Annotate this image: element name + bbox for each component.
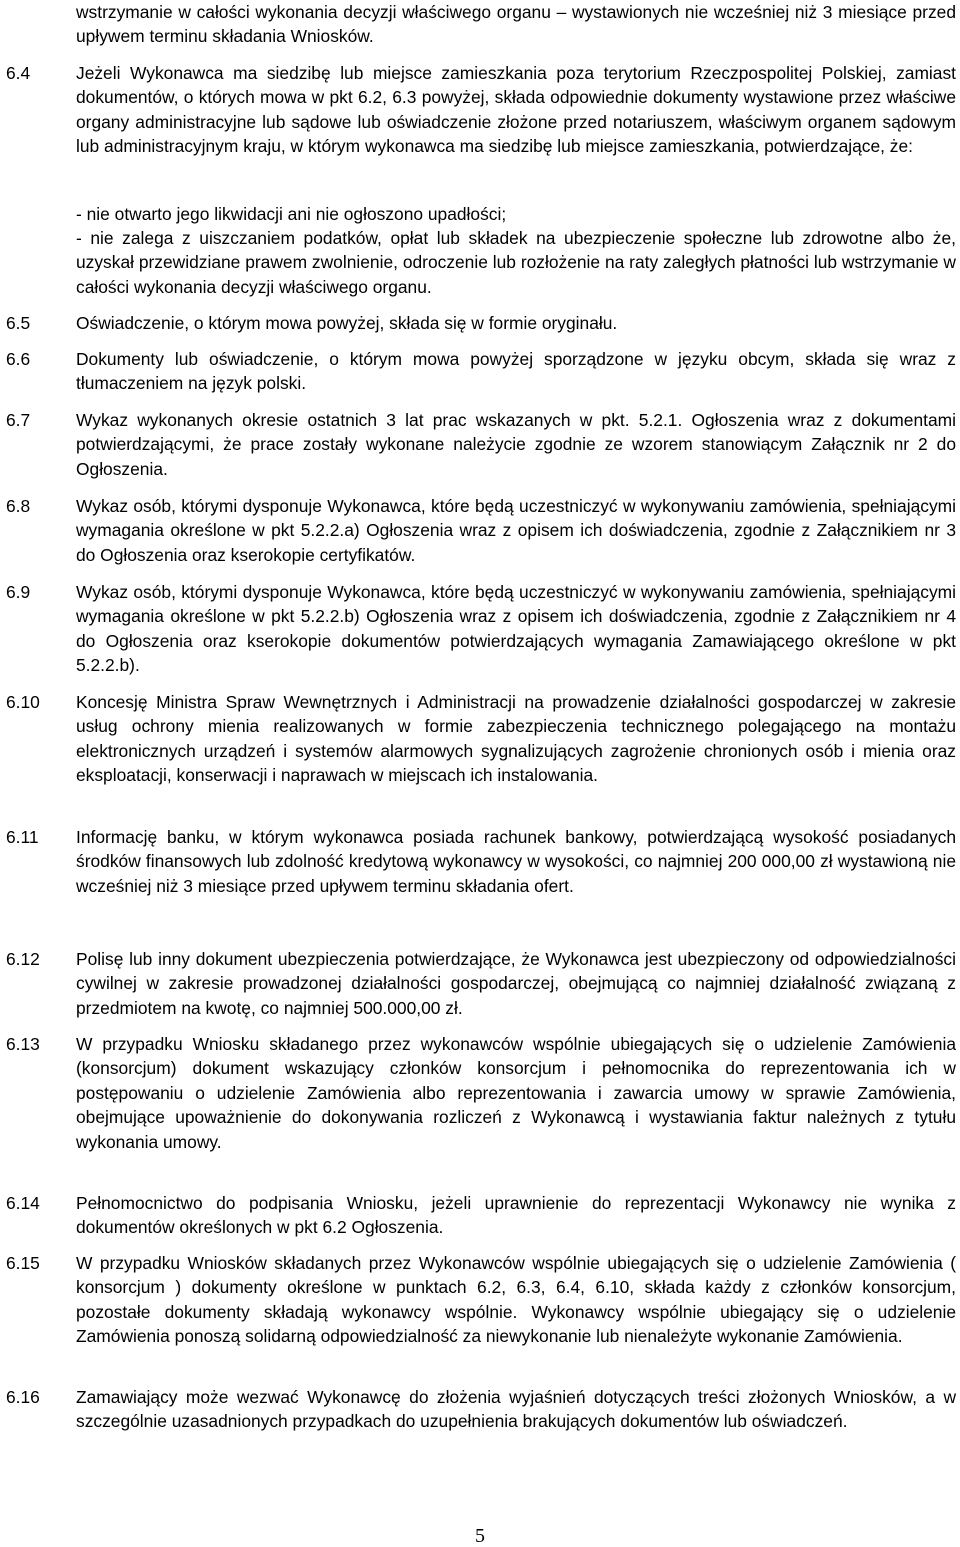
bullet-item: - nie zalega z uiszczaniem podatków, opłat lub składek na ubezpieczenie społeczne lub zdrowotne albo że, uzyskał przewidziane prawem zwolnienie, odroczenie lub rozłożenie na raty zaległych płatności lub wstrzymanie w całości wykonania decyzji właściwego organu.	[76, 228, 956, 297]
section-text: W przypadku Wniosku składanego przez wykonawców wspólnie ubiegających się o udzielenie Zamówienia (konsorcjum) dokument wskazujący członków konsorcjum i pełnomocnika do reprezentowania ich w postępowaniu o udzielenie Zamówienia albo reprezentowania i zawarcia umowy w sprawie Zamówienia, obejmujące upoważnienie do dokonywania rozliczeń z Wykonawcą i wystawiania faktur należnych z tytułu wykonania umowy.	[76, 1034, 956, 1152]
continuation-text: wstrzymanie w całości wykonania decyzji właściwego organu – wystawionych nie wcześniej niż 3 miesiące przed upływem terminu składania Wniosków.	[76, 2, 956, 47]
section-text: W przypadku Wniosków składanych przez Wykonawców wspólnie ubiegających się o udzielenie Zamówienia ( konsorcjum ) dokumenty określone w punktach 6.2, 6.3, 6.4, 6.10, składa każdy z członków konsorcjum, pozostałe dokumenty składają wykonawcy wspólnie. Wykonawcy wspólnie ubiegający się o udzielenie Zamówienia ponoszą solidarną odpowiedzialność za niewykonanie lub nienależyte wykonanie Zamówienia.	[76, 1253, 956, 1347]
section-text: Wykaz wykonanych okresie ostatnich 3 lat prac wskazanych w pkt. 5.2.1. Ogłoszenia wraz z dokumentami potwierdzającymi, że prace zostały wykonane należycie zgodnie ze wzorem stanowiącym Załącznik nr 2 do Ogłoszenia.	[76, 410, 956, 479]
section-text: Wykaz osób, którymi dysponuje Wykonawca, które będą uczestniczyć w wykonywaniu zamówienia, spełniającymi wymagania określone w pkt 5.2.2.a) Ogłoszenia wraz z opisem ich doświadczenia, zgodnie z Załącznikiem nr 3 do Ogłoszenia oraz kserokopie certyfikatów.	[76, 496, 956, 565]
section-number: 6.15	[6, 1253, 40, 1273]
section-text: Informację banku, w którym wykonawca posiada rachunek bankowy, potwierdzającą wysokość posiadanych środków finansowych lub zdolność kredytową wykonawcy w wysokości, co najmniej 200 000,00 zł wystawioną nie wcześniej niż 3 miesiące przed upływem terminu składania ofert.	[76, 827, 956, 896]
section-number: 6.16	[6, 1387, 40, 1407]
bullet-item: - nie otwarto jego likwidacji ani nie ogłoszono upadłości;	[76, 204, 507, 224]
section-number: 6.5	[6, 313, 31, 333]
section-number: 6.8	[6, 496, 31, 516]
section-number: 6.13	[6, 1034, 40, 1054]
section-text: Koncesję Ministra Spraw Wewnętrznych i Administracji na prowadzenie działalności gospodarczej w zakresie usług ochrony mienia realizowanych w formie zabezpieczenia technicznego polegającego na montażu elektronicznych urządzeń i systemów alarmowych sygnalizujących zagrożenie chronionych osób i mienia oraz eksploatacji, konserwacji i naprawach w miejscach ich instalowania.	[76, 692, 956, 786]
page-number: 5	[475, 1525, 485, 1547]
section-text: Zamawiający może wezwać Wykonawcę do złożenia wyjaśnień dotyczących treści złożonych Wniosków, a w szczególnie uzasadnionych przypadkach do uzupełnienia brakujących dokumentów lub oświadczeń.	[76, 1387, 956, 1432]
section-number: 6.12	[6, 949, 40, 969]
section-text: Pełnomocnictwo do podpisania Wniosku, jeżeli uprawnienie do reprezentacji Wykonawcy nie wynika z dokumentów określonych w pkt 6.2 Ogłoszenia.	[76, 1193, 956, 1238]
section-text: Oświadczenie, o którym mowa powyżej, składa się w formie oryginału.	[76, 313, 618, 333]
section-number: 6.14	[6, 1193, 40, 1213]
section-number: 6.9	[6, 582, 31, 602]
section-number: 6.11	[6, 827, 39, 847]
section-number: 6.4	[6, 63, 31, 83]
section-text: Wykaz osób, którymi dysponuje Wykonawca, które będą uczestniczyć w wykonywaniu zamówienia, spełniającymi wymagania określone w pkt 5.2.2.b) Ogłoszenia wraz z opisem ich doświadczenia, zgodnie z Załącznikiem nr 4 do Ogłoszenia oraz kserokopie dokumentów potwierdzających wymagania Zamawiającego określone w pkt 5.2.2.b).	[76, 582, 956, 676]
section-text: Polisę lub inny dokument ubezpieczenia potwierdzające, że Wykonawca jest ubezpieczony od odpowiedzialności cywilnej w zakresie prowadzonej działalności gospodarczej, obejmującą co najmniej działalność związaną z przedmiotem na kwotę, co najmniej 500.000,00 zł.	[76, 949, 956, 1018]
section-text: Jeżeli Wykonawca ma siedzibę lub miejsce zamieszkania poza terytorium Rzeczpospolitej Polskiej, zamiast dokumentów, o których mowa w pkt 6.2, 6.3 powyżej, składa odpowiednie dokumenty wystawione przez właściwe organy administracyjne lub sądowe lub oświadczenie złożone przed notariuszem, właściwym organem sądowym lub administracyjnym kraju, w którym wykonawca ma siedzibę lub miejsce zamieszkania, potwierdzające, że:	[76, 63, 956, 157]
section-number: 6.6	[6, 349, 31, 369]
section-number: 6.7	[6, 410, 31, 430]
section-number: 6.10	[6, 692, 40, 712]
section-text: Dokumenty lub oświadczenie, o którym mowa powyżej sporządzone w języku obcym, składa się wraz z tłumaczeniem na język polski.	[76, 349, 956, 394]
